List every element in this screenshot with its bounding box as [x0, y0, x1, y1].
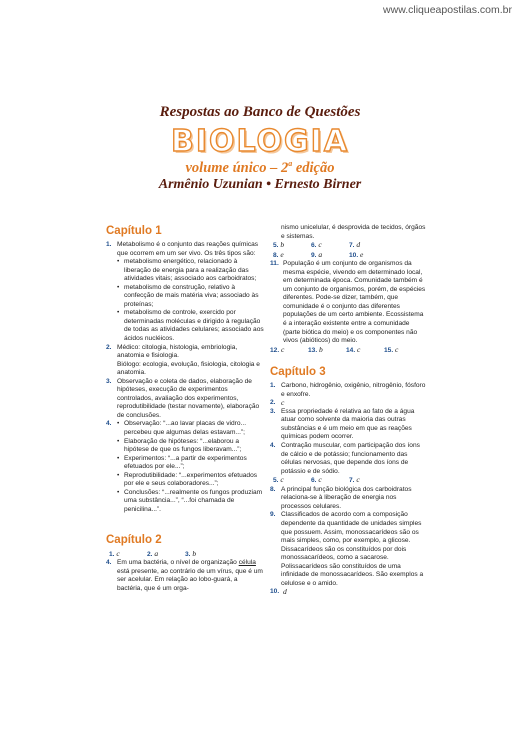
- underlined-term: célula: [238, 559, 256, 567]
- logo-text: BIOLOGIA: [170, 124, 350, 159]
- answer-cell: [311, 251, 349, 261]
- question-number: 14.: [346, 346, 356, 354]
- list-item: • Observação: “...ao lavar placas de vidro... percebeu que algumas delas estavam...”;: [117, 420, 264, 437]
- question-1: [106, 241, 264, 344]
- list-item: • Experimentos: “...a partir de experimentos efetuados por ele...”;: [117, 455, 264, 472]
- text-part: está presente, ao contrário de um vírus, que é um ser acelular. Em relação ao lobo-guará, a bactéria, que é um orga-: [117, 567, 263, 592]
- question-number: 1.: [109, 550, 115, 558]
- question-text: Essa propriedade é relativa ao fato de a água atuar como solvente da maioria das outras substâncias e é um meio em que as reações químicas podem ocorrer.: [281, 407, 415, 441]
- question-4b: [106, 559, 264, 593]
- answer-cell: [185, 550, 223, 560]
- question-text: Médico: citologia, histologia, embriologia, anatomia e fisiologia.: [117, 343, 238, 360]
- question-number: 2.: [270, 399, 276, 407]
- question-number: 10.: [270, 588, 280, 596]
- question-number: 3.: [185, 550, 191, 558]
- answer-letter: e: [360, 249, 364, 259]
- question-2: [270, 399, 426, 408]
- question-text: Carbono, hidrogênio, oxigênio, nitrogênio, fósforo e enxofre.: [281, 382, 426, 398]
- question-number: 6.: [311, 242, 317, 250]
- volume-sup: a: [288, 159, 293, 168]
- list-item: • metabolismo de controle, exercido por determinadas moléculas e dirigido à regulação de todas as atividades celulares; associado aos ácidos nucléicos.: [117, 309, 264, 343]
- answer-letter: d: [356, 240, 361, 250]
- question-text: População é um conjunto de organismos da mesma espécie, vivendo em determinado local, em determinada época. Comunidade também é um conjunto de organismos, porém, de espécies diferentes. Pode-se dizer, também, que comunidade é o conjunto das diferentes populações de um certo ambiente. Ecossistema é a interação existente entre a comunidade (parte biótica do meio) e os componentes não vivos (abióticos) do meio.: [283, 260, 426, 345]
- question-number: 2.: [106, 343, 112, 351]
- page-title: Respostas ao Banco de Questões: [159, 104, 361, 120]
- question-3: [270, 408, 426, 442]
- answer-cell: [270, 346, 308, 356]
- question-text: Classificados de acordo com a composição dependente da quantidade de unidades simples que possuem. Assim, monossacarídeos são os mais simples, como, por exemplo, a glicose. Dissacarídeos são os constituídos por dois monossacarídeos, como a sacarose. Polissacarídeos são constituídos de uma infinidade de monossacarídeos. São exemplos a celulose e o amido.: [281, 511, 424, 587]
- answer-cell: [147, 550, 185, 560]
- question-number: 4.: [270, 442, 276, 450]
- answer-cell: [346, 346, 384, 356]
- question-number: 1.: [270, 382, 276, 390]
- question-4: [106, 420, 264, 514]
- answer-letter: c: [318, 240, 322, 250]
- answer-cell: [273, 241, 311, 251]
- question-number: 3.: [270, 407, 276, 415]
- question-number: 3.: [106, 377, 112, 385]
- question-number: 8.: [273, 251, 279, 259]
- answer-cell: [311, 476, 349, 486]
- answer-letter: c: [281, 344, 285, 354]
- question-number: 15.: [384, 346, 394, 354]
- answer-letter: b: [319, 344, 323, 354]
- question-number: 9.: [270, 511, 276, 519]
- question-4: [270, 442, 426, 476]
- answer-row: [270, 346, 426, 356]
- right-column: [270, 224, 426, 597]
- answer-cell: [273, 251, 311, 261]
- question-text: Observação e coleta de dados, elaboração de hipóteses, execução de experimentos controlados, avaliação dos experimentos, reprodutibilidade (testar novamente), elaboração de conclusões.: [117, 377, 260, 419]
- answer-cell: [273, 476, 311, 486]
- authors: Armênio Uzunian • Ernesto Birner: [158, 177, 362, 192]
- question-number: 7.: [349, 477, 355, 485]
- answer-row: [270, 241, 426, 251]
- question-3: [106, 378, 264, 421]
- answer-cell: [311, 241, 349, 251]
- question-text: [117, 559, 264, 593]
- question-number: 12.: [270, 346, 280, 354]
- answer-letter: c: [281, 398, 285, 408]
- answer-cell: [308, 346, 346, 356]
- question-text: A principal função biológica dos carboidratos relaciona-se à liberação de energia nos processos celulares.: [281, 485, 412, 510]
- question-number: 5.: [273, 477, 279, 485]
- answer-letter: c: [116, 548, 120, 558]
- volume-text: volume único – 2: [185, 159, 289, 176]
- question-number: 7.: [349, 242, 355, 250]
- question-text-2: Biólogo: ecologia, evolução, fisiologia, citologia e anatomia.: [117, 360, 260, 377]
- question-1: [270, 382, 426, 399]
- question-11: [270, 260, 426, 345]
- answer-letter: a: [318, 249, 323, 259]
- answer-cell: [109, 550, 147, 560]
- list-item: • metabolismo energético, relacionado à liberação de energia para a realização das atividades vitais; associado aos carboidratos;: [117, 258, 264, 284]
- question-number: 4.: [106, 559, 112, 567]
- left-column: [106, 224, 264, 593]
- answer-letter: c: [318, 475, 322, 485]
- list-item: • Elaboração de hipóteses: “...elaborou a hipótese de que os fungos liberavam...”;: [117, 438, 264, 455]
- question-number: 6.: [311, 477, 317, 485]
- site-url[interactable]: www.cliqueapostilas.com.br: [383, 4, 512, 16]
- chapter-2-heading: Capítulo 2: [106, 533, 162, 546]
- text-part: Em uma bactéria, o nível de organização: [117, 559, 239, 567]
- list-item: • metabolismo de construção, relativo à confecção de mais matéria viva; associado às proteínas;: [117, 284, 264, 310]
- question-number: 11.: [270, 260, 279, 268]
- question-number: 2.: [147, 550, 153, 558]
- volume-edition: [0, 159, 520, 177]
- answer-cell: [349, 241, 387, 251]
- answer-row: [270, 251, 426, 261]
- question-text: Contração muscular, com participação dos íons de cálcio e de potássio; funcionamento das células nervosas, que depende dos íons de potássio e de sódio.: [281, 442, 420, 475]
- answer-cell: [349, 251, 387, 261]
- chapter-3-heading: Capítulo 3: [270, 366, 326, 379]
- answer-letter: b: [280, 240, 285, 250]
- question-number: 13.: [308, 346, 318, 354]
- question-number: 10.: [349, 251, 359, 259]
- question-2: [106, 344, 264, 378]
- answer-letter: c: [395, 344, 399, 354]
- answer-letter: c: [280, 475, 284, 485]
- answer-letter: e: [280, 249, 284, 259]
- biologia-logo: [0, 124, 520, 159]
- question-9: [270, 511, 426, 588]
- question-number: 9.: [311, 251, 317, 259]
- question-number: 8.: [270, 485, 276, 493]
- question-10: [270, 588, 426, 597]
- question-text: nismo unicelular, é desprovida de tecidos, órgãos e sistemas.: [281, 224, 426, 240]
- answer-letter: d: [283, 587, 287, 597]
- question-number: 5.: [273, 242, 279, 250]
- list-item: • Conclusões: “...realmente os fungos produziam uma substância...”, “...foi chamada de penicilina...”.: [117, 489, 264, 515]
- answer-row: [106, 550, 264, 560]
- answer-cell: [384, 346, 422, 356]
- chapter-1-heading: Capítulo 1: [106, 225, 162, 237]
- answer-row: [270, 476, 426, 486]
- answer-letter: c: [356, 475, 360, 485]
- question-text: Metabolismo é o conjunto das reações químicas que ocorrem em um ser vivo. Os três tipos são:: [117, 241, 259, 257]
- answer-letter: c: [357, 344, 361, 354]
- edition-text: edição: [292, 159, 335, 176]
- answer-letter: a: [154, 548, 159, 558]
- answer-cell: [349, 476, 387, 486]
- answer-list: [117, 420, 264, 514]
- question-number: 4.: [106, 420, 112, 428]
- question-number: 1.: [106, 241, 112, 248]
- answer-letter: b: [192, 548, 197, 558]
- answer-list: [117, 258, 264, 343]
- list-item: • Reprodutibilidade: “...experimentos efetuados por ele e seus colaboradores...”;: [117, 472, 264, 489]
- question-8: [270, 486, 426, 512]
- continued-text: [270, 224, 426, 241]
